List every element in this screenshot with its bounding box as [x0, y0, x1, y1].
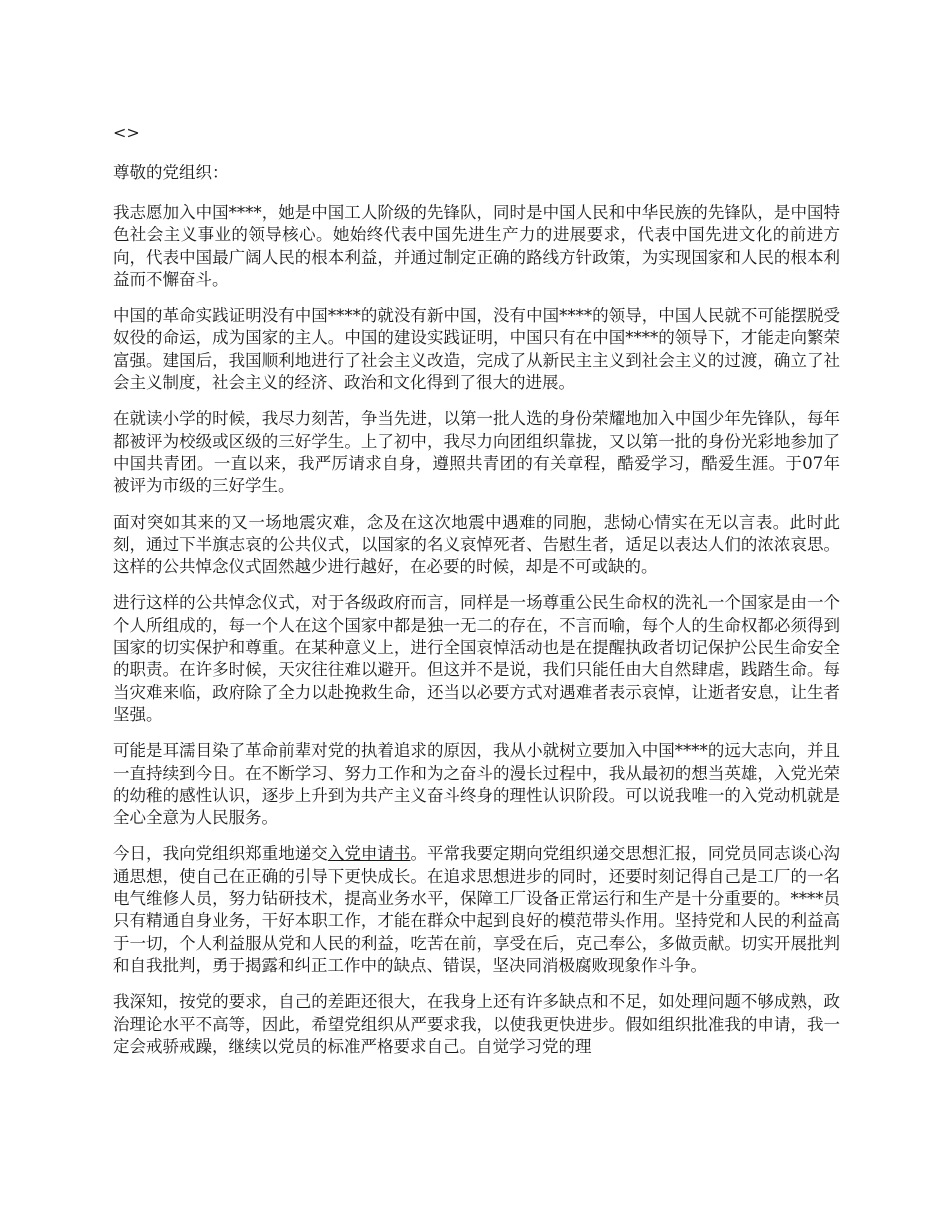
paragraph: 我志愿加入中国****，她是中国工人阶级的先锋队，同时是中国人民和中华民族的先锋队，是中国特色社会主义事业的领导核心。她始终代表中国先进生产力的进展要求，代表中国先进文化的前进方向，代表中国最广阔人民的根本利益，并通过制定正确的路线方针政策，为实现国家和人民的根本利益而不懈奋斗。: [113, 203, 840, 289]
paragraph: 面对突如其来的又一场地震灾难，念及在这次地震中遇难的同胞，悲恸心情实在无以言表。此时此刻，通过下半旗志哀的公共仪式，以国家的名义哀悼死者、告慰生者，适足以表达人们的浓浓哀思。这样的公共悼念仪式固然越少进行越好，在必要的时候，却是不可或缺的。: [113, 512, 840, 577]
paragraph: 在就读小学的时候，我尽力刻苦，争当先进，以第一批人选的身份荣耀地加入中国少年先锋队，每年都被评为校级或区级的三好学生。上了初中，我尽力向团组织靠拢，又以第一批的身份光彩地参加了中国共青团。一直以来，我严厉请求自身，遵照共青团的有关章程，酷爱学习，酷爱生涯。于07年被评为市级的三好学生。: [113, 409, 840, 496]
salutation: 尊敬的党组织：: [113, 163, 229, 182]
paragraph-text: 。平常我要定期向党组织递交思想汇报，同党员同志谈心沟通思想，使自己在正确的引导下更快成长。在追求思想进步的同时，还要时刻记得自己是工厂的一名电气维修人员，努力钻研技术，提高业务水平，保障工厂设备正常运行和生产是十分重要的。****员只有精通自身业务，干好本职工作，才能在群众中起到良好的模范带头作用。坚持党和人民的利益高于一切，个人利益服从党和人民的利益，吃苦在前，享受在后，克己奉公，多做贡献。切实开展批判和自我批判，勇于揭露和纠正工作中的缺点、错误，坚决同消极腐败现象作斗争。: [113, 844, 841, 975]
paragraph: 进行这样的公共悼念仪式，对于各级政府而言，同样是一场尊重公民生命权的洗礼一个国家是由一个个人所组成的，每一个人在这个国家中都是独一无二的存在，不言而喻，每个人的生命权都必须得到国家的切实保护和尊重。在某种意义上，进行全国哀悼活动也是在提醒执政者切记保护公民生命安全的职责。在许多时候，天灾往往难以避开。但这并不是说，我们只能任由大自然肆虐，践踏生命。每当灾难来临，政府除了全力以赴挽救生命，还当以必要方式对遇难者表示哀悼，让逝者安息，让生者坚强。: [113, 593, 840, 724]
paragraph: 中国的革命实践证明没有中国****的就没有新中国，没有中国****的领导，中国人民就不可能摆脱受奴役的命运，成为国家的主人。中国的建设实践证明，中国只有在中国****的领导下，才能走向繁荣富强。建国后，我国顺利地进行了社会主义改造，完成了从新民主主义到社会主义的过渡，确立了社会主义制度，社会主义的经济、政治和文化得到了很大的进展。: [113, 306, 840, 393]
application-letter-link[interactable]: 入党申请书: [327, 844, 411, 864]
header-marker: <>: [113, 123, 140, 142]
paragraph: 可能是耳濡目染了革命前辈对党的执着追求的原因，我从小就树立要加入中国****的远大志向，并且一直持续到今日。在不断学习、努力工作和为之奋斗的漫长过程中，我从最初的想当英雄，入党光荣的幼稚的感性认识，逐步上升到为共产主义奋斗终身的理性认识阶段。可以说我唯一的入党动机就是全心全意为人民服务。: [113, 741, 840, 828]
paragraph: 我深知，按党的要求，自己的差距还很大，在我身上还有许多缺点和不足，如处理问题不够成熟，政治理论水平不高等，因此，希望党组织从严要求我，以使我更快进步。假如组织批准我的申请，我一定会戒骄戒躁，继续以党员的标准严格要求自己。自觉学习党的理: [113, 992, 840, 1056]
paragraph-application: [113, 843, 840, 977]
paragraph-text: 今日，我向党组织郑重地递交: [113, 844, 328, 864]
document-page: [113, 122, 840, 1072]
